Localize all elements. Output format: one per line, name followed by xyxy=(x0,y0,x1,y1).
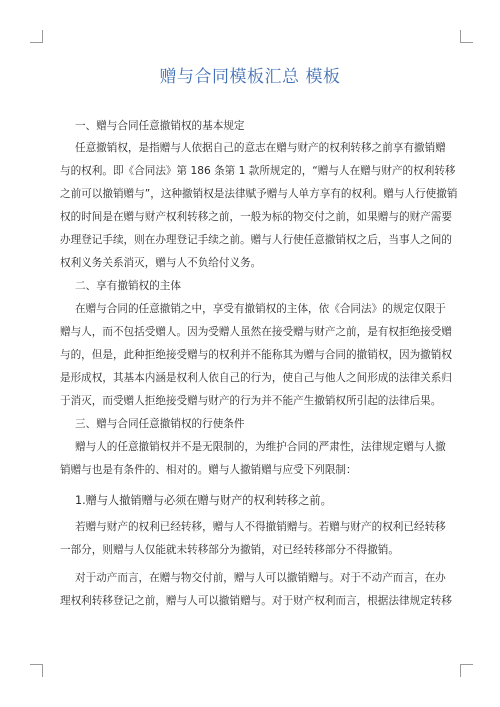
paragraph-line: 与的权利。即《合同法》第 186 条第 1 款所规定的，“赠与人在赠与财产的权利转移 xyxy=(60,165,456,177)
document-title: 赠与合同模板汇总 模板 xyxy=(159,67,341,87)
paragraph-line: 理权利转移登记之前，赠与人可以撤销赠与。对于财产权利而言，根据法律规定转移 xyxy=(60,595,452,607)
paragraph-line: 于消灭，而受赠人拒绝接受赠与财产的行为并不能产生撤销权所引起的法律后果。 xyxy=(60,395,442,407)
section-heading-1: 一、赠与合同任意撤销权的基本规定 xyxy=(75,120,245,132)
paragraph-line: 赠与人的任意撤销权并不是无限制的，为维护合同的严肃性，法律规定赠与人撤 xyxy=(75,441,446,453)
paragraph-line: 赠与人，而不包括受赠人。因为受赠人虽然在接受赠与财产之前，是有权拒绝接受赠 xyxy=(60,326,452,338)
paragraph-line: 办理登记手续，则在办理登记手续之前。赠与人行使任意撤销权之后，当事人之间的 xyxy=(60,234,452,246)
paragraph-line: 权的时间是在赠与财产权利转移之前，一般为标的物交付之前，如果赠与的财产需要 xyxy=(60,211,452,223)
paragraph-line: 与的，但是，此种拒绝接受赠与的权利并不能称其为赠与合同的撤销权，因为撤销权 xyxy=(60,349,452,361)
crop-mark-top-left xyxy=(30,30,43,43)
paragraph-line: 对于动产而言，在赠与物交付前，赠与人可以撤销赠与。对于不动产而言，在办 xyxy=(75,572,446,584)
paragraph-line: 之前可以撤销赠与”，这种撤销权是法律赋予赠与人单方享有的权利。赠与人行使撤销 xyxy=(60,188,458,200)
crop-mark-bottom-left xyxy=(30,664,43,677)
paragraph-line: 若赠与财产的权利已经转移，赠与人不得撤销赠与。若赠与财产的权利已经转移 xyxy=(75,521,446,533)
numbered-item-1: 1.赠与人撤销赠与必须在赠与财产的权利转移之前。 xyxy=(75,494,332,507)
crop-mark-bottom-right xyxy=(460,664,473,677)
paragraph-line: 在赠与合同的任意撤销之中，享受有撤销权的主体，依《合同法》的规定仅限于 xyxy=(75,303,446,315)
section-heading-3: 三、赠与合同任意撤销权的行使条件 xyxy=(75,418,245,430)
paragraph-line: 任意撤销权，是指赠与人依据自己的意志在赠与财产的权利转移之前享有撤销赠 xyxy=(75,142,446,154)
crop-mark-top-right xyxy=(460,30,473,43)
paragraph-line: 销赠与也是有条件的、相对的。赠与人撤销赠与应受下列限制： xyxy=(60,464,357,476)
paragraph-line: 权利义务关系消灭，赠与人不负给付义务。 xyxy=(60,257,262,269)
section-heading-2: 二、享有撤销权的主体 xyxy=(75,280,181,292)
paragraph-line: 是形成权，其基本内涵是权利人依自己的行为，使自己与他人之间形成的法律关系归 xyxy=(60,372,452,384)
paragraph-line: 一部分，则赠与人仅能就未转移部分为撤销，对已经转移部分不得撤销。 xyxy=(60,544,399,556)
